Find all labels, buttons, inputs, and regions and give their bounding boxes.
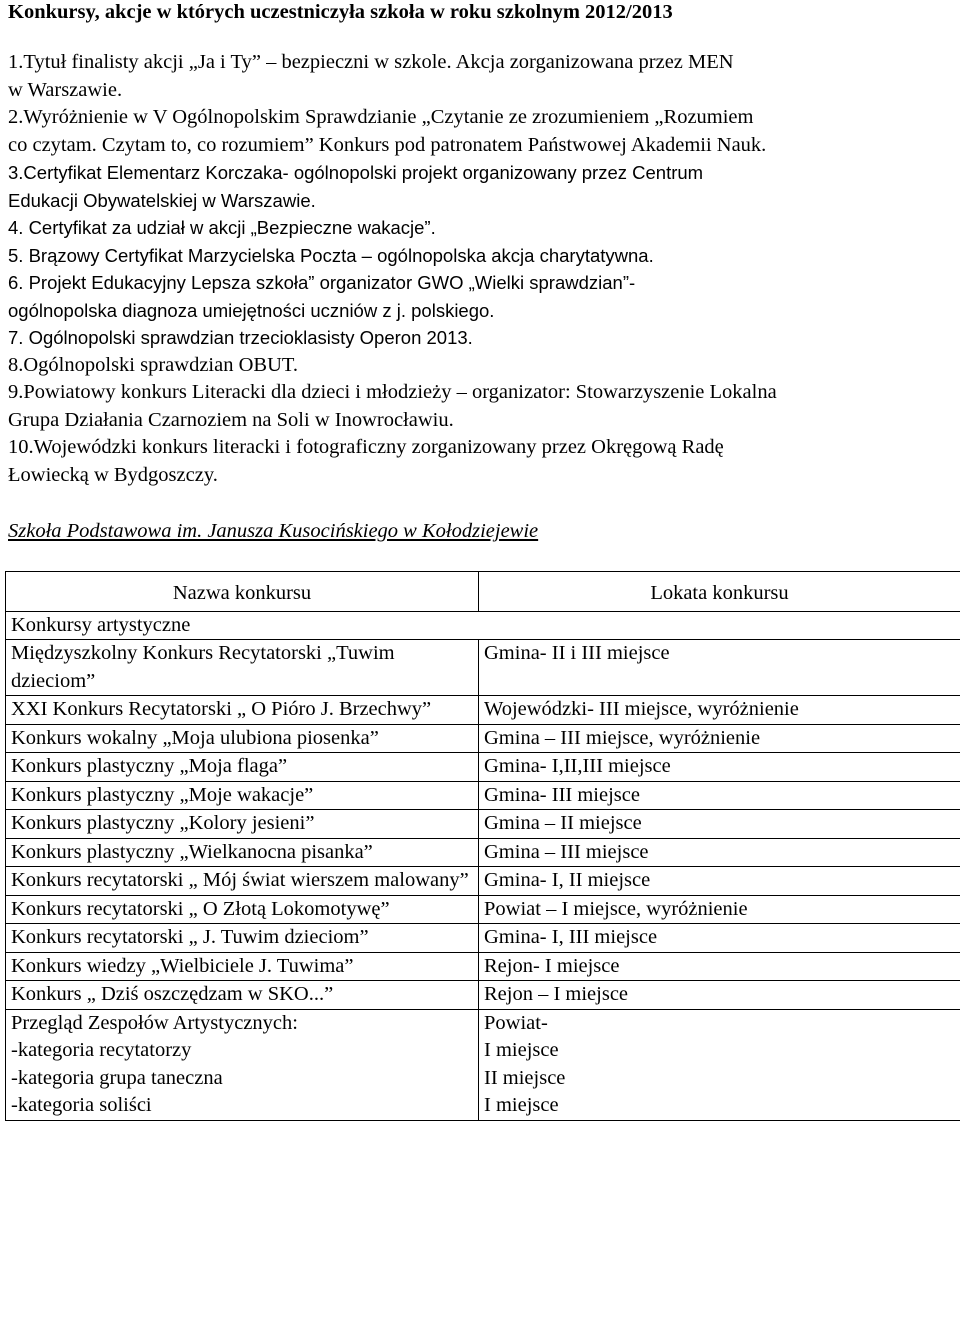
table-row <box>6 1009 960 1120</box>
achievement-item <box>8 379 958 434</box>
achievement-text: 1.Tytuł finalisty akcji „Ja i Ty” – bezpieczni w szkole. Akcja zorganizowana przez MEN w Warszawie. <box>8 51 734 101</box>
contest-place-cell: Wojewódzki- III miejsce, wyróżnienie <box>479 696 960 725</box>
contest-place-cell: Powiat – I miejsce, wyróżnienie <box>479 895 960 924</box>
table-row <box>6 924 960 953</box>
page-title: Konkursy, akcje w których uczestniczyła szkoła w roku szkolnym 2012/2013 <box>8 1 673 23</box>
achievement-text: 9.Powiatowy konkurs Literacki dla dzieci i młodzieży – organizator: Stowarzyszenie Lokalna Grupa Działania Czarnoziem na Soli w Inowrocławiu. <box>8 381 777 431</box>
contest-place-cell: Gmina- I, III miejsce <box>479 924 960 953</box>
achievement-text: 7. Ogólnopolski sprawdzian trzecioklasisty Operon 2013. <box>8 327 473 348</box>
table-row <box>6 952 960 981</box>
col-name-header: Nazwa konkursu <box>6 572 479 612</box>
contest-name-cell: Konkurs wokalny „Moja ulubiona piosenka” <box>6 724 479 753</box>
achievement-item <box>8 159 958 214</box>
achievement-text: 8.Ogólnopolski sprawdzian OBUT. <box>8 353 299 376</box>
achievement-text: 3.Certyfikat Elementarz Korczaka- ogólnopolski projekt organizowany przez Centrum Edukacji Obywatelskiej w Warszawie. <box>8 162 704 211</box>
contest-place-cell: Gmina – III miejsce, wyróżnienie <box>479 724 960 753</box>
table-row <box>6 724 960 753</box>
achievement-item <box>8 269 958 324</box>
table-row <box>6 895 960 924</box>
contest-place-cell: Rejon- I miejsce <box>479 952 960 981</box>
achievement-item <box>8 104 958 159</box>
contest-place-cell: Gmina – III miejsce <box>479 838 960 867</box>
achievements-list <box>8 49 958 489</box>
table-row <box>6 781 960 810</box>
contest-name-cell: Konkurs plastyczny „Wielkanocna pisanka” <box>6 838 479 867</box>
achievement-text: 10.Wojewódzki konkurs literacki i fotograficzny zorganizowany przez Okręgową Radę Łowiecką w Bydgoszczy. <box>8 436 724 486</box>
contest-name-cell: Międzyszkolny Konkurs Recytatorski „Tuwim dzieciom” <box>6 640 479 696</box>
contest-place-cell: Gmina- I,II,III miejsce <box>479 753 960 782</box>
contest-name-cell: Konkurs plastyczny „Kolory jesieni” <box>6 810 479 839</box>
contest-name-cell: Konkurs recytatorski „ O Złotą Lokomotywę” <box>6 895 479 924</box>
col-place-header: Lokata konkursu <box>479 572 960 612</box>
table-row <box>6 838 960 867</box>
achievement-item <box>8 324 958 352</box>
contest-name-cell: Konkurs recytatorski „ J. Tuwim dzieciom” <box>6 924 479 953</box>
contest-place-cell: Gmina- I, II miejsce <box>479 867 960 896</box>
achievement-item <box>8 49 958 104</box>
contest-name-cell: Konkurs recytatorski „ Mój świat wierszem malowany” <box>6 867 479 896</box>
table-row <box>6 867 960 896</box>
table-row <box>6 753 960 782</box>
contest-place-cell: Gmina- II i III miejsce <box>479 640 960 696</box>
table-row <box>6 981 960 1010</box>
table-row <box>6 810 960 839</box>
achievement-text: 6. Projekt Edukacyjny Lepsza szkoła” organizator GWO „Wielki sprawdzian”- ogólnopolska diagnoza umiejętności uczniów z j. polskiego. <box>8 272 636 321</box>
contest-place-cell: Gmina – II miejsce <box>479 810 960 839</box>
achievement-item <box>8 352 958 380</box>
contest-name-cell: Konkurs „ Dziś oszczędzam w SKO...” <box>6 981 479 1010</box>
achievement-item <box>8 214 958 242</box>
contest-name-cell: Konkurs plastyczny „Moje wakacje” <box>6 781 479 810</box>
achievement-text: 5. Brązowy Certyfikat Marzycielska Poczta – ogólnopolska akcja charytatywna. <box>8 244 654 266</box>
contest-place-cell: Powiat- I miejsce II miejsce I miejsce <box>479 1009 960 1120</box>
contest-place-cell: Rejon – I miejsce <box>479 981 960 1010</box>
contest-name-cell: XXI Konkurs Recytatorski „ O Pióro J. Brzechwy” <box>6 696 479 725</box>
achievement-text: 2.Wyróżnienie w V Ogólnopolskim Sprawdzianie „Czytanie ze zrozumieniem „Rozumiem co czytam. Czytam to, co rozumiem” Konkurs pod patronatem Państwowej Akademii Nauk. <box>8 106 767 156</box>
section-row <box>6 611 960 640</box>
achievement-text: 4. Certyfikat za udział w akcji „Bezpieczne wakacje”. <box>8 217 436 238</box>
contests-table <box>5 571 960 1121</box>
table-body <box>6 611 960 1120</box>
contest-name-cell: Przegląd Zespołów Artystycznych: -kategoria recytatorzy -kategoria grupa taneczna -kategoria soliści <box>6 1009 479 1120</box>
contest-name-cell: Konkurs plastyczny „Moja flaga” <box>6 753 479 782</box>
section-title-artistic: Konkursy artystyczne <box>6 611 960 640</box>
achievement-item <box>8 242 958 270</box>
table-row <box>6 696 960 725</box>
contest-place-cell: Gmina- III miejsce <box>479 781 960 810</box>
contest-name-cell: Konkurs wiedzy „Wielbiciele J. Tuwima” <box>6 952 479 981</box>
table-row <box>6 640 960 696</box>
achievement-item <box>8 434 958 489</box>
school-heading: Szkoła Podstawowa im. Janusza Kusocińskiego w Kołodziejewie <box>8 520 539 542</box>
